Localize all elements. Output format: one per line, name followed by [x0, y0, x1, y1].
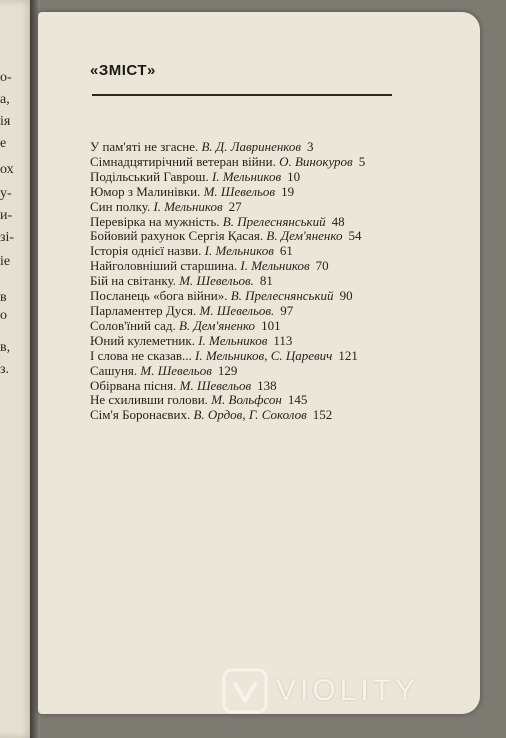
left-page-text-fragment: а, — [0, 92, 10, 107]
toc-entry-title: І слова не сказав... — [90, 347, 192, 363]
toc-entry-author: В. Дем'яненко — [266, 228, 343, 244]
toc-entry-page-number: 121 — [338, 347, 358, 363]
toc-entry — [90, 229, 365, 244]
toc-entry-author: І. Мельников — [240, 258, 310, 274]
toc-entry-title: Сім'я Боронаєвих. — [90, 407, 191, 423]
toc-entry-title: Не схиливши голови. — [90, 392, 208, 408]
left-page-text-fragment: з. — [0, 362, 10, 377]
toc-entry-author: М. Шевельов. — [199, 302, 275, 318]
left-page-text-fragment: о- — [0, 70, 12, 85]
toc-entry-title: Перевірка на мужність. — [90, 213, 220, 229]
toc-entry — [90, 274, 365, 289]
heading-rule — [92, 94, 392, 96]
toc-entry — [90, 200, 365, 215]
toc-entry-author: І. Мельников, С. Царевич — [195, 347, 333, 363]
left-page-text-fragment: в — [0, 290, 7, 305]
toc-entry-page-number: 152 — [312, 407, 333, 423]
contents-heading: «ЗМІСТ» — [90, 62, 156, 79]
toc-entry-author: М. Шевельов — [203, 183, 276, 199]
left-page-text-fragment: зі- — [0, 230, 15, 245]
toc-entry-title: У пам'яті не згасне. — [90, 139, 199, 154]
toc-entry-page-number: 70 — [315, 258, 329, 274]
toc-entry-author: І. Мельников — [211, 168, 282, 184]
toc-entry-page-number: 129 — [217, 362, 238, 378]
toc-entry-page-number: 101 — [261, 317, 281, 333]
toc-entry — [90, 155, 365, 170]
toc-entry-author: І. Мельников — [198, 332, 268, 348]
toc-entry-title: Син полку. — [90, 198, 151, 214]
toc-entry-title: Історія однієї назви. — [90, 243, 202, 259]
toc-entry — [90, 244, 365, 259]
toc-entry — [90, 289, 365, 304]
toc-entry-title: Обірвана пісня. — [90, 377, 177, 393]
left-page-text-fragment: ie — [0, 254, 11, 269]
toc-entry — [90, 304, 365, 319]
toc-entry — [90, 349, 365, 364]
left-page-text-fragment: ія — [0, 114, 11, 129]
toc-entry-title: Парламентер Дуся. — [90, 302, 197, 318]
toc-entry — [90, 259, 365, 274]
toc-entry — [90, 170, 365, 185]
toc-entry-title: Посланець «бога війни». — [90, 288, 228, 304]
left-page-text-fragment: в, — [0, 340, 11, 355]
toc-entry-title: Сімнадцятирічний ветеран війни. — [90, 153, 276, 169]
watermark — [222, 667, 419, 715]
toc-entry — [90, 408, 365, 423]
toc-entry-title: Юний кулеметник. — [90, 332, 195, 348]
toc-entry — [90, 185, 365, 200]
toc-entry-page-number: 145 — [287, 392, 308, 408]
toc-entry — [90, 364, 365, 379]
toc-entry-page-number: 97 — [280, 302, 294, 318]
toc-entry-page-number: 113 — [273, 332, 293, 348]
left-page-text-fragment: о — [0, 308, 7, 323]
toc-entry-page-number: 27 — [228, 198, 242, 214]
book-page — [38, 12, 480, 714]
toc-entry-author: М. Шевельов — [179, 377, 252, 393]
toc-entry-author: О. Винокуров — [279, 153, 353, 169]
toc-entry-title: Сашуня. — [90, 362, 138, 378]
violity-logo-icon — [222, 668, 268, 714]
toc-entry — [90, 215, 365, 230]
toc-entry-author: М. Вольфсон — [211, 392, 282, 408]
toc-entry-page-number: 10 — [287, 168, 301, 184]
toc-entry-author: В. Д. Лавриненков — [201, 139, 302, 154]
toc-entry-page-number: 48 — [331, 213, 345, 229]
left-page-text-fragment: у- — [0, 186, 12, 201]
toc-entry-title: Найголовніший старшина. — [90, 258, 238, 274]
toc-entry-title: Подільський Гаврош. — [90, 168, 209, 184]
left-page-edge — [0, 0, 34, 738]
left-page-text-fragment: ох — [0, 162, 14, 177]
toc-entry-page-number: 19 — [281, 183, 295, 199]
toc-entry-author: В. Прелеснянський — [230, 288, 334, 304]
left-page-text-fragment: и- — [0, 208, 13, 223]
toc-entry-author: М. Шевельов — [140, 362, 212, 378]
toc-entry-title: Солов'їний сад. — [90, 317, 176, 333]
toc-entry-author: В. Ордов, Г. Соколов — [193, 407, 307, 423]
left-page-text-fragment: е — [0, 136, 7, 151]
toc-entry-author: В. Дем'яненко — [179, 317, 256, 333]
toc-entry-title: Бойовий рахунок Сергія Қасая. — [90, 228, 264, 244]
toc-entry-author: В. Прелеснянський — [222, 213, 326, 229]
toc-entry — [90, 393, 365, 408]
toc-entry — [90, 140, 365, 155]
toc-entry-page-number: 90 — [339, 288, 353, 304]
toc-entry-page-number: 54 — [348, 228, 362, 244]
table-of-contents — [90, 140, 365, 423]
toc-entry-title: Юмор з Малинівки. — [90, 183, 201, 199]
toc-entry — [90, 319, 365, 334]
watermark-text: VIOLITY — [276, 674, 420, 707]
toc-entry — [90, 334, 365, 349]
toc-entry-page-number: 5 — [358, 153, 366, 169]
toc-entry-author: М. Шевельов. — [179, 273, 254, 289]
toc-entry-page-number: 81 — [259, 273, 273, 289]
toc-entry — [90, 379, 365, 394]
toc-entry-page-number: 61 — [279, 243, 293, 259]
toc-entry-author: І. Мельников — [204, 243, 274, 259]
toc-entry-author: І. Мельников — [153, 198, 223, 214]
toc-entry-page-number: 138 — [257, 377, 277, 393]
toc-entry-page-number: 3 — [307, 139, 314, 154]
toc-entry-title: Бій на світанку. — [90, 273, 176, 289]
